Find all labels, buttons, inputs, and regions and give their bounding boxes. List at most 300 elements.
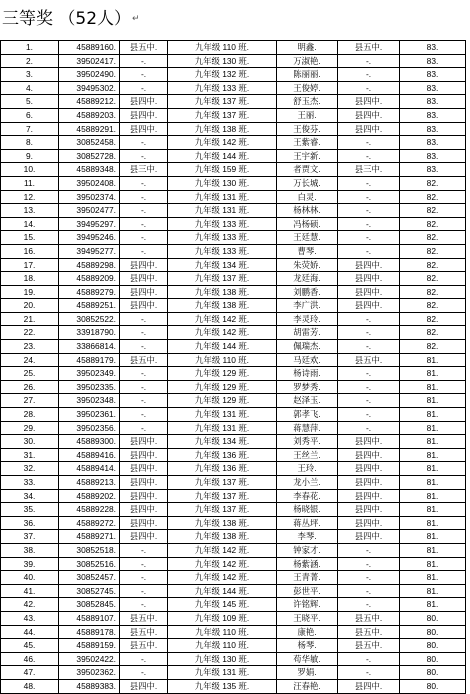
- school2-cell: 县四中.: [338, 123, 400, 136]
- score-cell: 81.: [400, 517, 466, 530]
- paragraph-mark-icon: ↵: [132, 14, 140, 24]
- student-name-cell: 曹琴.: [277, 245, 338, 258]
- school2-cell: -.: [338, 544, 400, 557]
- class-cell: 九年级 136 班.: [168, 462, 277, 475]
- class-cell: 九年级 142 班.: [168, 544, 277, 557]
- school2-cell: -.: [338, 177, 400, 190]
- class-cell: 九年级 138 班.: [168, 286, 277, 299]
- school-cell: 县四中.: [120, 259, 168, 272]
- school-cell: -.: [120, 231, 168, 244]
- table-row: [1, 394, 466, 408]
- student-id-cell: 45889178.: [59, 626, 120, 639]
- table-row: [1, 163, 466, 177]
- rank-cell: 22.: [1, 326, 59, 339]
- school-cell: 县四中.: [120, 286, 168, 299]
- class-cell: 九年级 133 班.: [168, 245, 277, 258]
- class-cell: 九年级 136 班.: [168, 449, 277, 462]
- school2-cell: -.: [338, 394, 400, 407]
- score-cell: 81.: [400, 381, 466, 394]
- rank-cell: 16.: [1, 245, 59, 258]
- school2-cell: -.: [338, 571, 400, 584]
- rank-cell: 3.: [1, 68, 59, 81]
- rank-cell: 18.: [1, 272, 59, 285]
- school-cell: -.: [120, 82, 168, 95]
- student-name-cell: 明鑫.: [277, 41, 338, 54]
- school2-cell: 县五中.: [338, 41, 400, 54]
- rank-cell: 34.: [1, 490, 59, 503]
- rank-cell: 36.: [1, 517, 59, 530]
- student-id-cell: 39502335.: [59, 381, 120, 394]
- table-row: [1, 490, 466, 504]
- school2-cell: -.: [338, 367, 400, 380]
- class-cell: 九年级 130 班.: [168, 653, 277, 666]
- student-id-cell: 45889202.: [59, 490, 120, 503]
- rank-cell: 28.: [1, 408, 59, 421]
- rank-cell: 39.: [1, 558, 59, 571]
- class-cell: 九年级 131 班.: [168, 191, 277, 204]
- class-cell: 九年级 129 班.: [168, 394, 277, 407]
- table-row: [1, 381, 466, 395]
- student-name-cell: 蒋慧萍.: [277, 422, 338, 435]
- student-name-cell: 刘鹏香.: [277, 286, 338, 299]
- table-row: [1, 150, 466, 164]
- school2-cell: 县四中.: [338, 490, 400, 503]
- school2-cell: 县四中.: [338, 476, 400, 489]
- class-cell: 九年级 131 班.: [168, 408, 277, 421]
- student-name-cell: 杨琴.: [277, 639, 338, 652]
- table-row: [1, 218, 466, 232]
- school2-cell: -.: [338, 422, 400, 435]
- school2-cell: 县四中.: [338, 286, 400, 299]
- score-cell: 82.: [400, 204, 466, 217]
- student-id-cell: 30852516.: [59, 558, 120, 571]
- award-table: [0, 40, 466, 694]
- student-name-cell: 赵泽玉.: [277, 394, 338, 407]
- table-row: [1, 204, 466, 218]
- class-cell: 九年级 109 班.: [168, 612, 277, 625]
- school2-cell: 县四中.: [338, 462, 400, 475]
- rank-cell: 4.: [1, 82, 59, 95]
- student-name-cell: 钟家才.: [277, 544, 338, 557]
- table-row: [1, 299, 466, 313]
- rank-cell: 14.: [1, 218, 59, 231]
- class-cell: 九年级 129 班.: [168, 367, 277, 380]
- table-row: [1, 68, 466, 82]
- school-cell: 县四中.: [120, 517, 168, 530]
- student-id-cell: 39502417.: [59, 55, 120, 68]
- class-cell: 九年级 137 班.: [168, 95, 277, 108]
- student-name-cell: 彭世平.: [277, 585, 338, 598]
- rank-cell: 25.: [1, 367, 59, 380]
- score-cell: 81.: [400, 435, 466, 448]
- rank-cell: 47.: [1, 666, 59, 679]
- student-name-cell: 冯杨硕.: [277, 218, 338, 231]
- student-name-cell: 舒玉杰.: [277, 95, 338, 108]
- table-row: [1, 55, 466, 69]
- school2-cell: -.: [338, 326, 400, 339]
- student-id-cell: 45889272.: [59, 517, 120, 530]
- rank-cell: 30.: [1, 435, 59, 448]
- student-id-cell: 45889179.: [59, 354, 120, 367]
- school2-cell: -.: [338, 340, 400, 353]
- rank-cell: 40.: [1, 571, 59, 584]
- student-id-cell: 39502374.: [59, 191, 120, 204]
- class-cell: 九年级 137 班.: [168, 272, 277, 285]
- score-cell: 82.: [400, 177, 466, 190]
- school-cell: 县四中.: [120, 109, 168, 122]
- class-cell: 九年级 110 班.: [168, 41, 277, 54]
- score-cell: 82.: [400, 299, 466, 312]
- class-cell: 九年级 142 班.: [168, 571, 277, 584]
- table-row: [1, 313, 466, 327]
- rank-cell: 17.: [1, 259, 59, 272]
- class-cell: 九年级 133 班.: [168, 82, 277, 95]
- school2-cell: -.: [338, 191, 400, 204]
- table-row: [1, 653, 466, 667]
- student-id-cell: 39502408.: [59, 177, 120, 190]
- student-name-cell: 者贾文.: [277, 163, 338, 176]
- score-cell: 83.: [400, 68, 466, 81]
- school2-cell: -.: [338, 598, 400, 611]
- student-id-cell: 45889209.: [59, 272, 120, 285]
- score-cell: 83.: [400, 109, 466, 122]
- student-id-cell: 30852518.: [59, 544, 120, 557]
- school-cell: -.: [120, 313, 168, 326]
- school-cell: -.: [120, 653, 168, 666]
- school2-cell: -.: [338, 245, 400, 258]
- school-cell: -.: [120, 381, 168, 394]
- school-cell: -.: [120, 68, 168, 81]
- student-name-cell: 汪春艳.: [277, 680, 338, 693]
- school-cell: 县四中.: [120, 476, 168, 489]
- table-row: [1, 259, 466, 273]
- school-cell: 县四中.: [120, 123, 168, 136]
- table-row: [1, 177, 466, 191]
- table-row: [1, 109, 466, 123]
- school-cell: -.: [120, 571, 168, 584]
- class-cell: 九年级 133 班.: [168, 218, 277, 231]
- student-name-cell: 王廷慧.: [277, 231, 338, 244]
- class-cell: 九年级 132 班.: [168, 68, 277, 81]
- rank-cell: 27.: [1, 394, 59, 407]
- student-name-cell: 佩瑞杰.: [277, 340, 338, 353]
- student-name-cell: 杨晓银.: [277, 503, 338, 516]
- rank-cell: 7.: [1, 123, 59, 136]
- student-name-cell: 万淑艳.: [277, 55, 338, 68]
- class-cell: 九年级 138 班.: [168, 530, 277, 543]
- student-id-cell: 39495277.: [59, 245, 120, 258]
- student-id-cell: 45889416.: [59, 449, 120, 462]
- school-cell: -.: [120, 177, 168, 190]
- school2-cell: 县五中.: [338, 354, 400, 367]
- student-id-cell: 30852728.: [59, 150, 120, 163]
- student-id-cell: 45889212.: [59, 95, 120, 108]
- school2-cell: 县五中.: [338, 612, 400, 625]
- award-title-text: 三等奖 （52人）: [2, 9, 132, 29]
- student-id-cell: 45889300.: [59, 435, 120, 448]
- rank-cell: 15.: [1, 231, 59, 244]
- student-name-cell: 王紫睿.: [277, 136, 338, 149]
- school2-cell: -.: [338, 82, 400, 95]
- school-cell: 县四中.: [120, 95, 168, 108]
- school2-cell: 县四中.: [338, 272, 400, 285]
- school-cell: -.: [120, 55, 168, 68]
- score-cell: 81.: [400, 422, 466, 435]
- table-row: [1, 639, 466, 653]
- school-cell: -.: [120, 408, 168, 421]
- school2-cell: -.: [338, 68, 400, 81]
- school2-cell: -.: [338, 313, 400, 326]
- school-cell: -.: [120, 150, 168, 163]
- class-cell: 九年级 159 班.: [168, 163, 277, 176]
- student-name-cell: 杨紫涵.: [277, 558, 338, 571]
- student-name-cell: 李灵玲.: [277, 313, 338, 326]
- school2-cell: 县四中.: [338, 435, 400, 448]
- class-cell: 九年级 131 班.: [168, 204, 277, 217]
- table-row: [1, 503, 466, 517]
- student-name-cell: 王俊婷.: [277, 82, 338, 95]
- school-cell: -.: [120, 218, 168, 231]
- school2-cell: 县五中.: [338, 626, 400, 639]
- table-row: [1, 530, 466, 544]
- student-id-cell: 39495297.: [59, 218, 120, 231]
- score-cell: 81.: [400, 408, 466, 421]
- score-cell: 81.: [400, 585, 466, 598]
- class-cell: 九年级 142 班.: [168, 313, 277, 326]
- rank-cell: 2.: [1, 55, 59, 68]
- class-cell: 九年级 142 班.: [168, 136, 277, 149]
- school2-cell: -.: [338, 150, 400, 163]
- class-cell: 九年级 138 班.: [168, 299, 277, 312]
- class-cell: 九年级 110 班.: [168, 639, 277, 652]
- student-id-cell: 33866814.: [59, 340, 120, 353]
- student-id-cell: 45889348.: [59, 163, 120, 176]
- student-id-cell: 30852457.: [59, 571, 120, 584]
- score-cell: 83.: [400, 136, 466, 149]
- rank-cell: 37.: [1, 530, 59, 543]
- student-name-cell: 王丽.: [277, 109, 338, 122]
- class-cell: 九年级 131 班.: [168, 666, 277, 679]
- score-cell: 82.: [400, 231, 466, 244]
- student-name-cell: 朱荧娇.: [277, 259, 338, 272]
- school-cell: 县四中.: [120, 490, 168, 503]
- school-cell: 县四中.: [120, 503, 168, 516]
- table-row: [1, 517, 466, 531]
- student-id-cell: 30852522.: [59, 313, 120, 326]
- score-cell: 81.: [400, 544, 466, 557]
- student-id-cell: 39502477.: [59, 204, 120, 217]
- class-cell: 九年级 144 班.: [168, 585, 277, 598]
- table-row: [1, 354, 466, 368]
- student-id-cell: 45889271.: [59, 530, 120, 543]
- school2-cell: 县四中.: [338, 109, 400, 122]
- school2-cell: -.: [338, 218, 400, 231]
- student-name-cell: 龙小兰.: [277, 476, 338, 489]
- score-cell: 83.: [400, 123, 466, 136]
- rank-cell: 13.: [1, 204, 59, 217]
- school-cell: -.: [120, 544, 168, 557]
- score-cell: 82.: [400, 340, 466, 353]
- table-row: [1, 680, 466, 694]
- school2-cell: -.: [338, 408, 400, 421]
- student-id-cell: 39502422.: [59, 653, 120, 666]
- student-id-cell: 30852745.: [59, 585, 120, 598]
- rank-cell: 5.: [1, 95, 59, 108]
- school2-cell: 县四中.: [338, 95, 400, 108]
- student-id-cell: 45889383.: [59, 680, 120, 693]
- student-name-cell: 王晓平.: [277, 612, 338, 625]
- table-row: [1, 544, 466, 558]
- rank-cell: 1.: [1, 41, 59, 54]
- school2-cell: 县五中.: [338, 639, 400, 652]
- rank-cell: 35.: [1, 503, 59, 516]
- class-cell: 九年级 137 班.: [168, 490, 277, 503]
- student-id-cell: 39495246.: [59, 231, 120, 244]
- student-id-cell: 45889203.: [59, 109, 120, 122]
- student-id-cell: 33918790.: [59, 326, 120, 339]
- school-cell: -.: [120, 136, 168, 149]
- school-cell: -.: [120, 558, 168, 571]
- score-cell: 82.: [400, 286, 466, 299]
- table-row: [1, 462, 466, 476]
- student-name-cell: 杨林林.: [277, 204, 338, 217]
- school2-cell: -.: [338, 136, 400, 149]
- student-id-cell: 30852458.: [59, 136, 120, 149]
- score-cell: 82.: [400, 245, 466, 258]
- school-cell: -.: [120, 340, 168, 353]
- score-cell: 80.: [400, 680, 466, 693]
- score-cell: 83.: [400, 150, 466, 163]
- student-name-cell: 王青菁.: [277, 571, 338, 584]
- school-cell: -.: [120, 422, 168, 435]
- score-cell: 83.: [400, 82, 466, 95]
- school2-cell: -.: [338, 231, 400, 244]
- rank-cell: 12.: [1, 191, 59, 204]
- student-id-cell: 45889228.: [59, 503, 120, 516]
- school-cell: -.: [120, 191, 168, 204]
- table-row: [1, 408, 466, 422]
- score-cell: 82.: [400, 218, 466, 231]
- class-cell: 九年级 137 班.: [168, 109, 277, 122]
- student-id-cell: 45889298.: [59, 259, 120, 272]
- table-row: [1, 272, 466, 286]
- class-cell: 九年级 110 班.: [168, 354, 277, 367]
- school-cell: 县四中.: [120, 272, 168, 285]
- school-cell: -.: [120, 585, 168, 598]
- student-id-cell: 45889107.: [59, 612, 120, 625]
- score-cell: 83.: [400, 95, 466, 108]
- student-id-cell: 45889160.: [59, 41, 120, 54]
- school2-cell: 县四中.: [338, 299, 400, 312]
- rank-cell: 10.: [1, 163, 59, 176]
- table-row: [1, 598, 466, 612]
- score-cell: 80.: [400, 653, 466, 666]
- rank-cell: 21.: [1, 313, 59, 326]
- student-id-cell: 39502362.: [59, 666, 120, 679]
- school2-cell: -.: [338, 558, 400, 571]
- rank-cell: 42.: [1, 598, 59, 611]
- class-cell: 九年级 137 班.: [168, 476, 277, 489]
- student-id-cell: 39502490.: [59, 68, 120, 81]
- score-cell: 81.: [400, 449, 466, 462]
- school-cell: -.: [120, 367, 168, 380]
- score-cell: 81.: [400, 367, 466, 380]
- student-name-cell: 郭孝飞.: [277, 408, 338, 421]
- rank-cell: 32.: [1, 462, 59, 475]
- score-cell: 81.: [400, 598, 466, 611]
- score-cell: 81.: [400, 462, 466, 475]
- rank-cell: 6.: [1, 109, 59, 122]
- class-cell: 九年级 129 班.: [168, 381, 277, 394]
- class-cell: 九年级 134 班.: [168, 435, 277, 448]
- school2-cell: -.: [338, 653, 400, 666]
- student-id-cell: 39502349.: [59, 367, 120, 380]
- class-cell: 九年级 110 班.: [168, 626, 277, 639]
- table-row: [1, 286, 466, 300]
- score-cell: 82.: [400, 326, 466, 339]
- school2-cell: 县四中.: [338, 517, 400, 530]
- student-name-cell: 王玲.: [277, 462, 338, 475]
- rank-cell: 24.: [1, 354, 59, 367]
- student-name-cell: 李琴.: [277, 530, 338, 543]
- school2-cell: 县三中.: [338, 163, 400, 176]
- class-cell: 九年级 144 班.: [168, 340, 277, 353]
- student-name-cell: 龙廷海.: [277, 272, 338, 285]
- table-row: [1, 476, 466, 490]
- school2-cell: -.: [338, 381, 400, 394]
- rank-cell: 8.: [1, 136, 59, 149]
- rank-cell: 38.: [1, 544, 59, 557]
- class-cell: 九年级 142 班.: [168, 558, 277, 571]
- table-row: [1, 340, 466, 354]
- rank-cell: 23.: [1, 340, 59, 353]
- rank-cell: 26.: [1, 381, 59, 394]
- table-row: [1, 245, 466, 259]
- student-id-cell: 39502348.: [59, 394, 120, 407]
- student-name-cell: 刘秀平.: [277, 435, 338, 448]
- student-id-cell: 45889213.: [59, 476, 120, 489]
- student-id-cell: 30852845.: [59, 598, 120, 611]
- student-id-cell: 39495302.: [59, 82, 120, 95]
- table-row: [1, 558, 466, 572]
- school-cell: 县四中.: [120, 462, 168, 475]
- school2-cell: 县四中.: [338, 259, 400, 272]
- student-name-cell: 万长城.: [277, 177, 338, 190]
- score-cell: 81.: [400, 490, 466, 503]
- table-row: [1, 95, 466, 109]
- rank-cell: 9.: [1, 150, 59, 163]
- score-cell: 82.: [400, 191, 466, 204]
- school-cell: 县三中.: [120, 163, 168, 176]
- rank-cell: 11.: [1, 177, 59, 190]
- student-id-cell: 45889291.: [59, 123, 120, 136]
- school-cell: -.: [120, 204, 168, 217]
- school-cell: 县五中.: [120, 639, 168, 652]
- rank-cell: 19.: [1, 286, 59, 299]
- table-row: [1, 666, 466, 680]
- score-cell: 80.: [400, 666, 466, 679]
- student-name-cell: 马廷欢.: [277, 354, 338, 367]
- school2-cell: 县四中.: [338, 503, 400, 516]
- school2-cell: -.: [338, 55, 400, 68]
- student-name-cell: 罗娟.: [277, 666, 338, 679]
- class-cell: 九年级 137 班.: [168, 503, 277, 516]
- score-cell: 81.: [400, 571, 466, 584]
- score-cell: 80.: [400, 612, 466, 625]
- school-cell: 县四中.: [120, 435, 168, 448]
- school2-cell: -.: [338, 204, 400, 217]
- table-row: [1, 41, 466, 55]
